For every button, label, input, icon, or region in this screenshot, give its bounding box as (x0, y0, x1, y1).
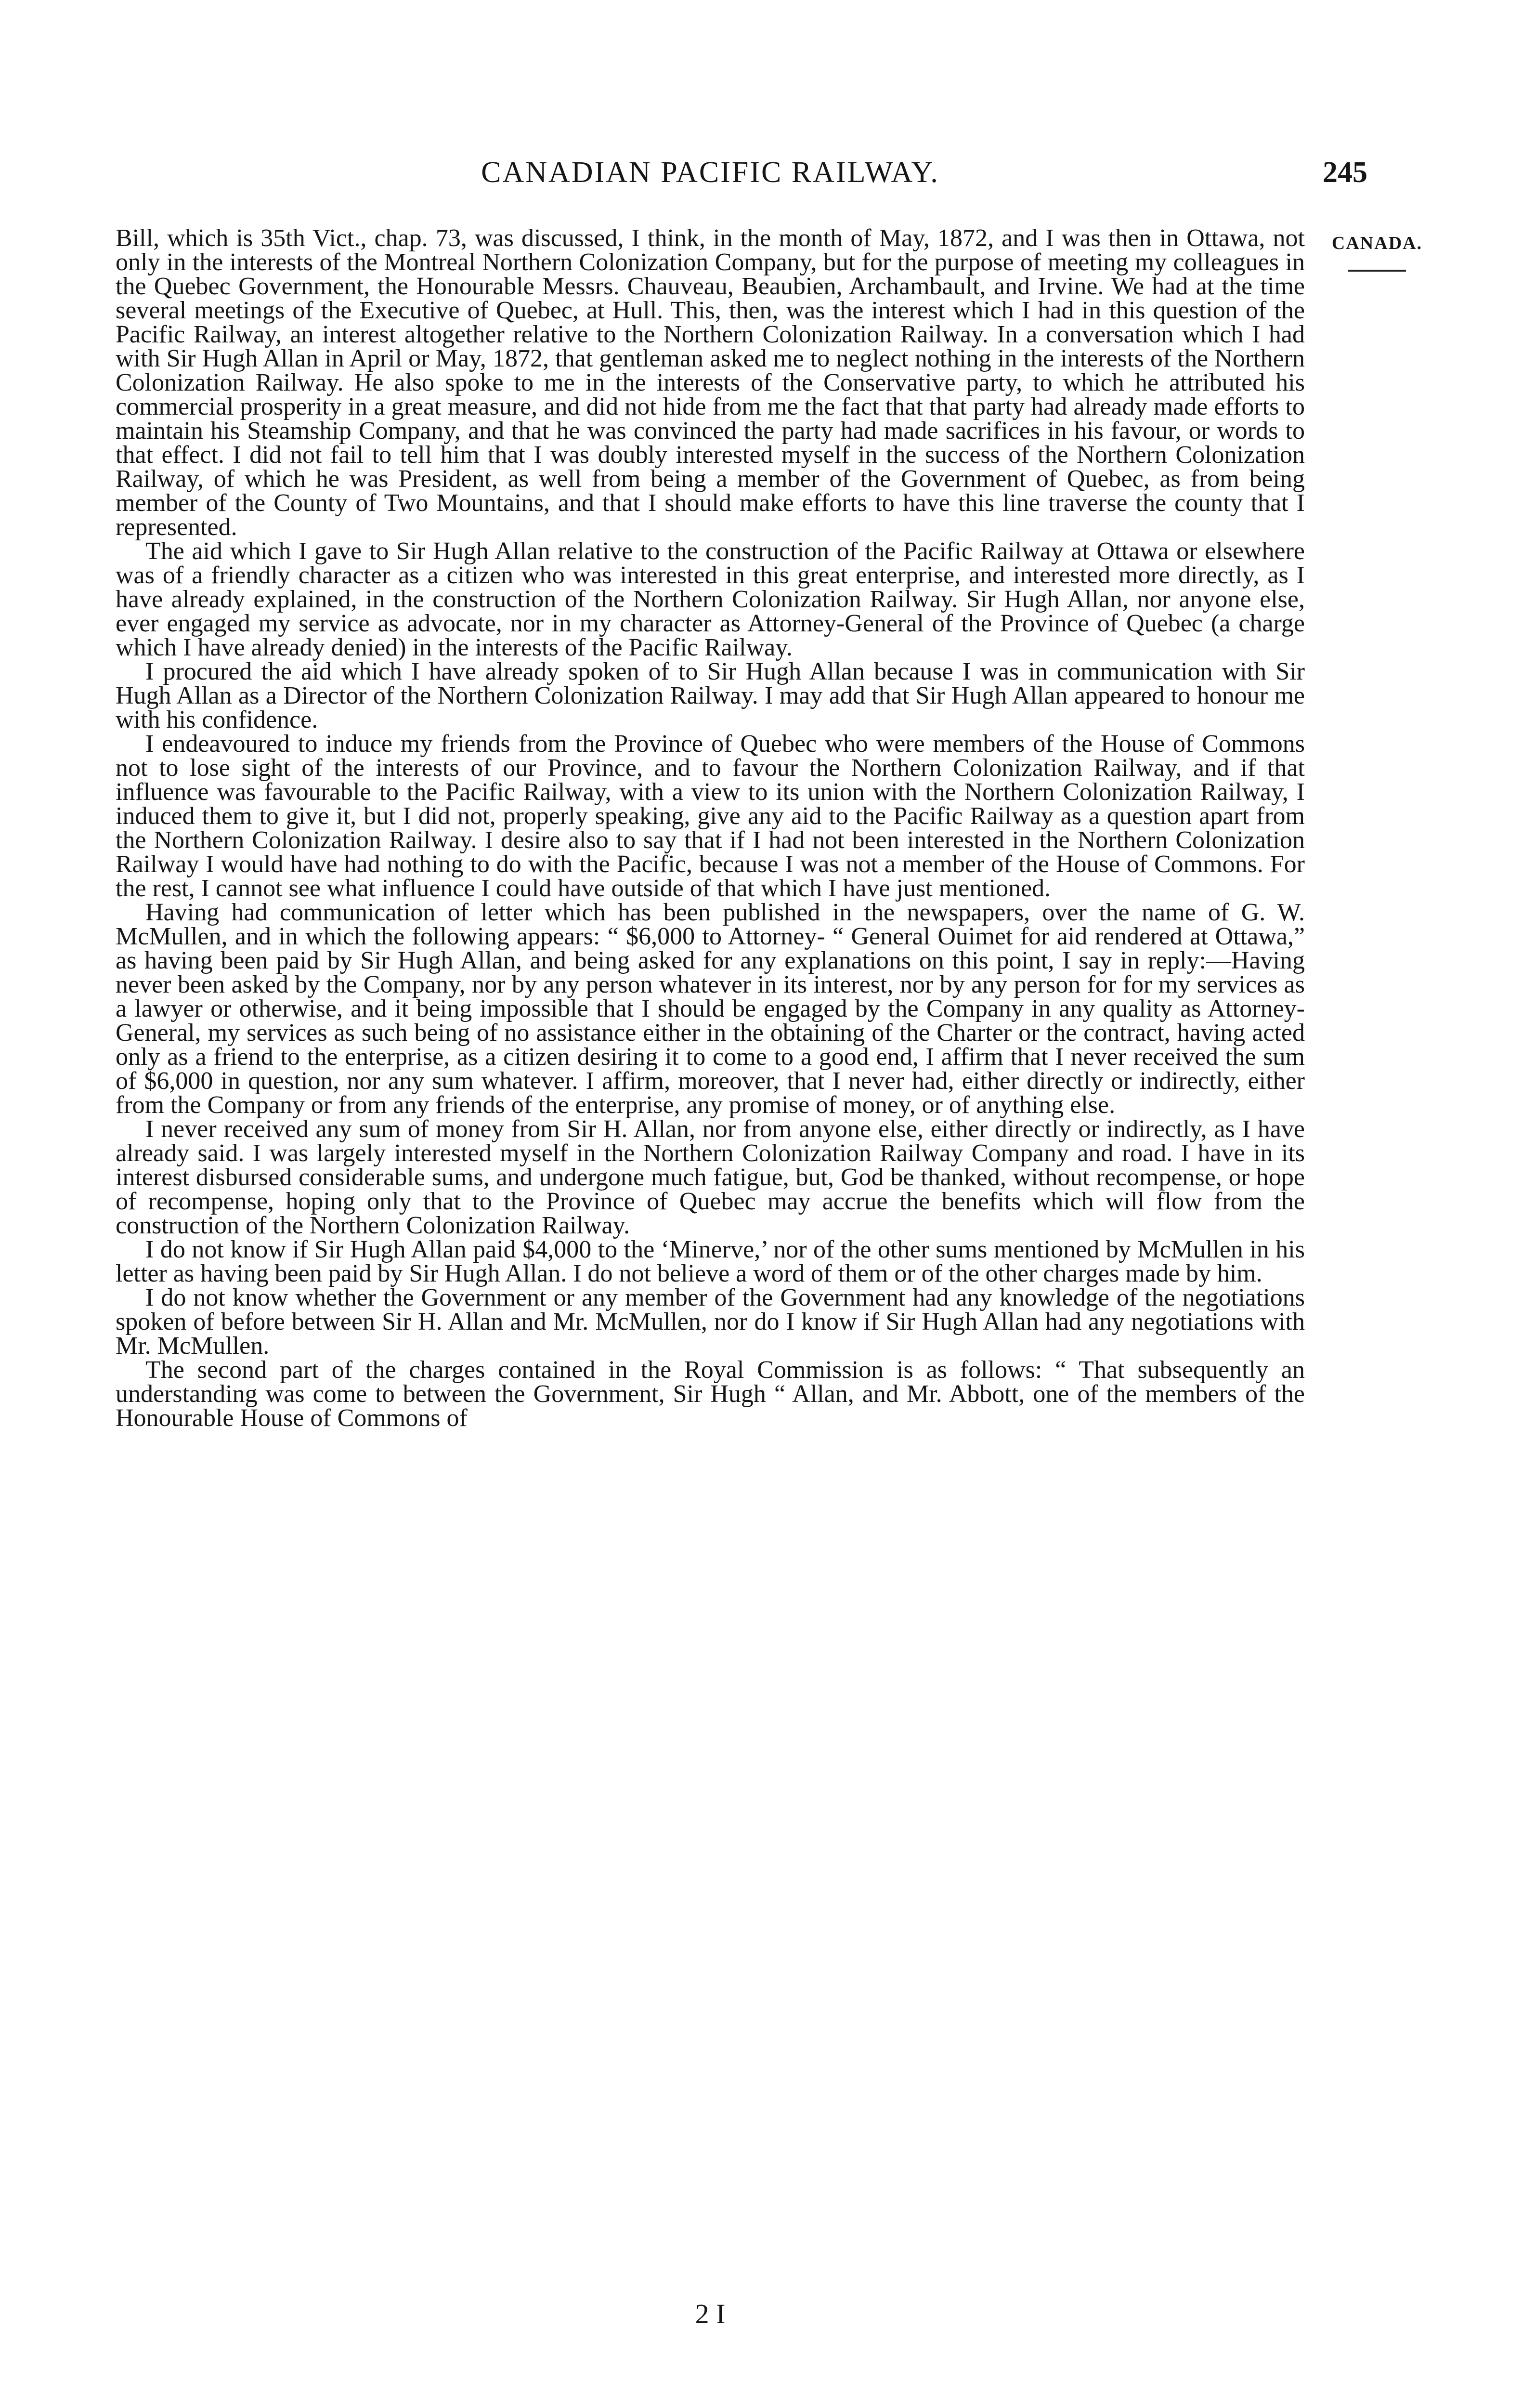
paragraph-8: I do not know whether the Government or any member of the Government had any knowledge of the negotiations spoken of before between Sir H. Allan and Mr. McMullen, nor do I know if Sir Hugh Allan had any negotiations with Mr. McMullen. (116, 1284, 1305, 1360)
paragraph-1: Bill, which is 35th Vict., chap. 73, was discussed, I think, in the month of May, 1872, and I was then in Ottawa, not only in the interests of the Montreal Northern Colonization Company, but for the purpose of meeting my colleagues in the Quebec Government, the Honourable Messrs. Chauveau, Beaubien, Archambault, and Irvine. We had at the time several meetings of the Executive of Quebec, at Hull. This, then, was the interest which I had in this question of the Pacific Railway, an interest altogether relative to the Northern Colonization Railway. In a conversation which I had with Sir Hugh Allan in April or May, 1872, that gentleman asked me to neglect nothing in the interests of the Northern Colonization Railway. He also spoke to me in the interests of the Conservative party, to which he attributed his commercial prosperity in a great measure, and did not hide from me the fact that that party had already made efforts to maintain his Steamship Company, and that he was convinced the party had made sacrifices in his favour, or words to that effect. I did not fail to tell him that I was doubly interested myself in the success of the Northern Colonization Railway, of which he was President, as well from being a member of the Government of Quebec, as from being member of the County of Two Mountains, and that I should make efforts to have this line traverse the county that I represented. (116, 224, 1305, 541)
printer-signature-mark: 2 I (695, 2298, 726, 2329)
paragraph-7: I do not know if Sir Hugh Allan paid $4,000 to the ‘Minerve,’ nor of the other sums mentioned by McMullen in his letter as having been paid by Sir Hugh Allan. I do not believe a word of them or of the other charges made by him. (116, 1236, 1305, 1287)
margin-note (1324, 230, 1430, 272)
paragraph-5: Having had communication of letter which has been published in the newspapers, over the name of G. W. McMullen, and in which the following appears: “ $6,000 to Attorney- “ General Ouimet for aid rendered at Ottawa,” as having been paid by Sir Hugh Allan, and being asked for any explanations on this point, I say in reply:—Having never been asked by the Company, nor by any person whatever in its interest, nor by any person for for my services as a lawyer or otherwise, and it being impossible that I should be engaged by the Company in any quality as Attorney-General, my services as such being of no assistance either in the obtaining of the Charter or the contract, having acted only as a friend to the enterprise, as a citizen desiring it to come to a good end, I affirm that I never received the sum of $6,000 in question, nor any sum whatever. I affirm, moreover, that I never had, either directly or indirectly, either from the Company or from any friends of the enterprise, any promise of money, or of anything else. (116, 899, 1305, 1119)
paragraph-2: The aid which I gave to Sir Hugh Allan relative to the construction of the Pacific Railway at Ottawa or elsewhere was of a friendly character as a citizen who was interested in this great enterprise, and interested more directly, as I have already explained, in the construction of the Northern Colonization Railway. Sir Hugh Allan, nor anyone else, ever engaged my service as advocate, nor in my character as Attorney-General of the Province of Quebec (a charge which I have already denied) in the interests of the Pacific Railway. (116, 537, 1305, 661)
paragraph-6: I never received any sum of money from Sir H. Allan, nor from anyone else, either directly or indirectly, as I have already said. I was largely interested myself in the Northern Colonization Railway Company and road. I have in its interest disbursed considerable sums, and undergone much fatigue, but, God be thanked, without recompense, or hope of recompense, hoping only that to the Province of Quebec may accrue the benefits which will flow from the construction of the Northern Colonization Railway. (116, 1115, 1305, 1239)
margin-note-label: CANADA. (1331, 233, 1423, 253)
body-text (116, 226, 1305, 1430)
paragraph-9: The second part of the charges contained in the Royal Commission is as follows: “ That subsequently an understanding was come to between the Government, Sir Hugh “ Allan, and Mr. Abbott, one of the members of the Honourable House of Commons of (116, 1356, 1305, 1432)
page-number: 245 (1323, 156, 1367, 189)
running-head (116, 153, 1367, 192)
margin-note-rule (1348, 270, 1406, 272)
paragraph-4: I endeavoured to induce my friends from the Province of Quebec who were members of the House of Commons not to lose sight of the interests of our Province, and to favour the Northern Colonization Railway, and if that influence was favourable to the Pacific Railway, with a view to its union with the Northern Colonization Railway, I induced them to give it, but I did not, properly speaking, give any aid to the Pacific Railway as a question apart from the Northern Colonization Railway. I desire also to say that if I had not been interested in the Northern Colonization Railway I would have had nothing to do with the Pacific, because I was not a member of the House of Commons. For the rest, I cannot see what influence I could have outside of that which I have just mentioned. (116, 730, 1305, 902)
paragraph-3: I procured the aid which I have already spoken of to Sir Hugh Allan because I was in communication with Sir Hugh Allan as a Director of the Northern Colonization Railway. I may add that Sir Hugh Allan appeared to honour me with his confidence. (116, 658, 1305, 733)
running-title: CANADIAN PACIFIC RAILWAY. (481, 156, 939, 189)
